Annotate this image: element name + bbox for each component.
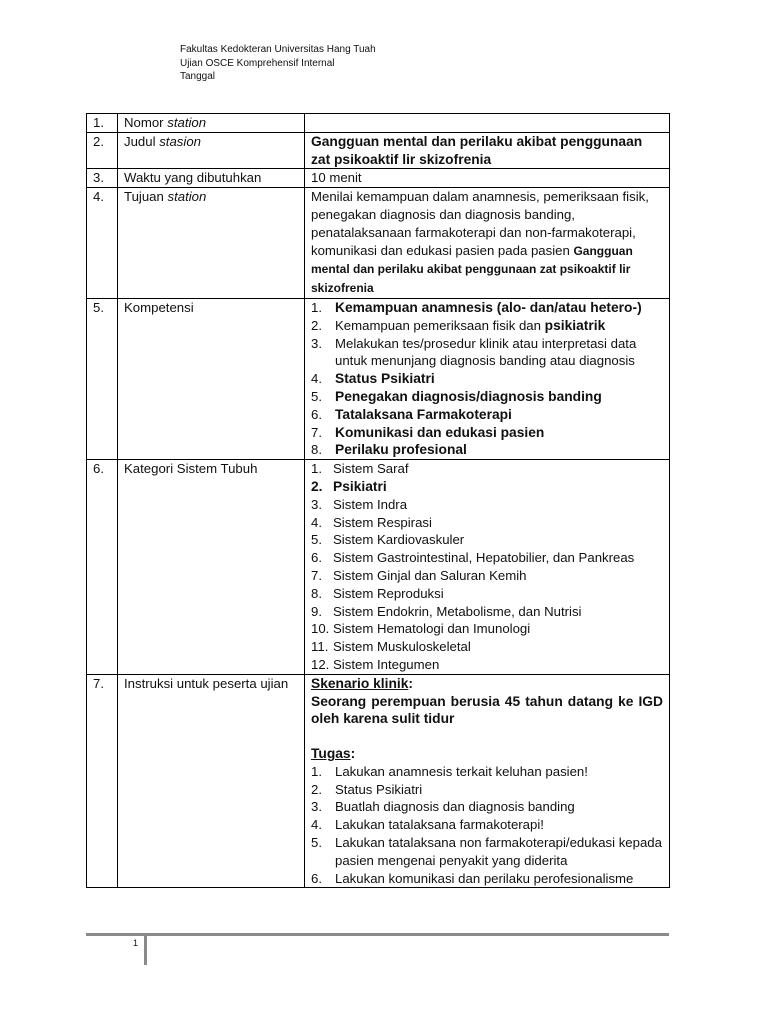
scenario-heading: Skenario klinik:: [311, 675, 413, 691]
station-objective: [305, 188, 670, 299]
label-italic: station: [167, 115, 207, 130]
row-number: 2.: [87, 132, 118, 169]
body-system-cell: [305, 460, 670, 675]
table-row: [87, 169, 670, 188]
list-item: 11. Sistem Muskuloskeletal: [311, 639, 471, 655]
table-row: [87, 674, 670, 888]
table-row: [87, 132, 670, 169]
station-title: Gangguan mental dan perilaku akibat penggunaan zat psikoaktif lir skizofrenia: [305, 132, 670, 169]
objective-bold: Gangguan mental dan perilaku akibat penggunaan zat psikoaktif lir skizofrenia: [311, 243, 633, 296]
list-item: 6. Sistem Gastrointestinal, Hepatobilier, dan Pankreas: [311, 550, 635, 566]
row-number: 6.: [87, 460, 118, 675]
list-item: 7. Komunikasi dan edukasi pasien: [311, 424, 545, 440]
list-item: 5. Sistem Kardiovaskuler: [311, 532, 465, 548]
list-item: 1. Sistem Saraf: [311, 461, 409, 477]
list-item: 6. Lakukan komunikasi dan perilaku perofesionalisme: [311, 870, 634, 886]
list-item: 10. Sistem Hematologi dan Imunologi: [311, 621, 531, 637]
competency-cell: [305, 298, 670, 459]
list-item: 3. Melakukan tes/prosedur klinik atau interpretasi data untuk menunjang diagnosis banding atau diagnosis: [311, 335, 637, 369]
row-label: [118, 132, 305, 169]
row-number: 3.: [87, 169, 118, 188]
list-item: 4. Lakukan tatalaksana farmakoterapi!: [311, 817, 544, 833]
label-italic: stasion: [159, 133, 201, 149]
instruction-cell: [305, 674, 670, 888]
label-text: Nomor: [124, 115, 168, 130]
list-item: 1. Kemampuan anamnesis (alo- dan/atau hetero-): [311, 299, 642, 315]
label-text: Judul: [124, 133, 160, 149]
date-label: Tanggal: [180, 71, 216, 82]
row-label: [118, 188, 305, 299]
list-item: 3. Buatlah diagnosis dan diagnosis banding: [311, 799, 575, 815]
station-table: [86, 113, 670, 888]
list-item: 2. Kemampuan pemeriksaan fisik dan psikiatrik: [311, 317, 606, 333]
list-item: 7. Sistem Ginjal dan Saluran Kemih: [311, 567, 527, 583]
row-label: Instruksi untuk peserta ujian: [118, 674, 305, 888]
label-text: Tujuan: [124, 189, 168, 205]
list-item: 5. Lakukan tatalaksana non farmakoterapi/edukasi kepada pasien mengenai penyakit yang diderita: [311, 835, 662, 868]
spacer: [311, 728, 663, 745]
station-number-value: [305, 114, 670, 133]
footer-rule: [86, 933, 669, 936]
table-row: [87, 114, 670, 133]
row-label: [118, 114, 305, 133]
list-item: 2. Psikiatri: [311, 478, 387, 494]
table-row: [87, 298, 670, 459]
task-list: [311, 763, 663, 888]
objective-text: Menilai kemampuan dalam anamnesis, pemeriksaan fisik, penegakan diagnosis dan diagnosis banding, penatalaksanaan farmakoterapi dan non-farmakoterapi, komunikasi dan edukasi pasien pada pasien: [311, 189, 649, 258]
row-number: 7.: [87, 674, 118, 888]
row-label: Waktu yang dibutuhkan: [118, 169, 305, 188]
row-number: 1.: [87, 114, 118, 133]
list-item: 2. Status Psikiatri: [311, 781, 423, 797]
exam-name: Ujian OSCE Komprehensif Internal: [180, 57, 335, 69]
scenario-text: Seorang perempuan berusia 45 tahun datang ke IGD oleh karena sulit tidur: [311, 693, 663, 727]
list-item: 4. Status Psikiatri: [311, 371, 435, 387]
document-header: [180, 43, 376, 84]
time-value: 10 menit: [305, 169, 670, 188]
competency-list: [311, 299, 663, 459]
list-item: 3. Sistem Indra: [311, 496, 408, 512]
row-number: 5.: [87, 298, 118, 459]
row-label: Kategori Sistem Tubuh: [118, 460, 305, 675]
row-number: 4.: [87, 188, 118, 299]
faculty-name: Fakultas Kedokteran Universitas Hang Tuah: [180, 44, 376, 55]
list-item: 8. Perilaku profesional: [311, 442, 467, 458]
list-item: 5. Penegakan diagnosis/diagnosis banding: [311, 388, 602, 404]
label-italic: station: [167, 189, 207, 205]
footer-divider: [144, 936, 147, 965]
list-item: 12. Sistem Integumen: [311, 656, 440, 672]
table-row: [87, 188, 670, 299]
page-number: 1: [133, 938, 139, 948]
list-item: 1. Lakukan anamnesis terkait keluhan pasien!: [311, 763, 588, 779]
row-label: Kompetensi: [118, 298, 305, 459]
task-heading: Tugas:: [311, 746, 356, 762]
body-system-list: [311, 460, 663, 674]
list-item: 6. Tatalaksana Farmakoterapi: [311, 406, 512, 422]
table-row: [87, 460, 670, 675]
list-item: 8. Sistem Reproduksi: [311, 585, 444, 601]
list-item: 4. Sistem Respirasi: [311, 514, 432, 530]
list-item: 9. Sistem Endokrin, Metabolisme, dan Nutrisi: [311, 603, 582, 619]
